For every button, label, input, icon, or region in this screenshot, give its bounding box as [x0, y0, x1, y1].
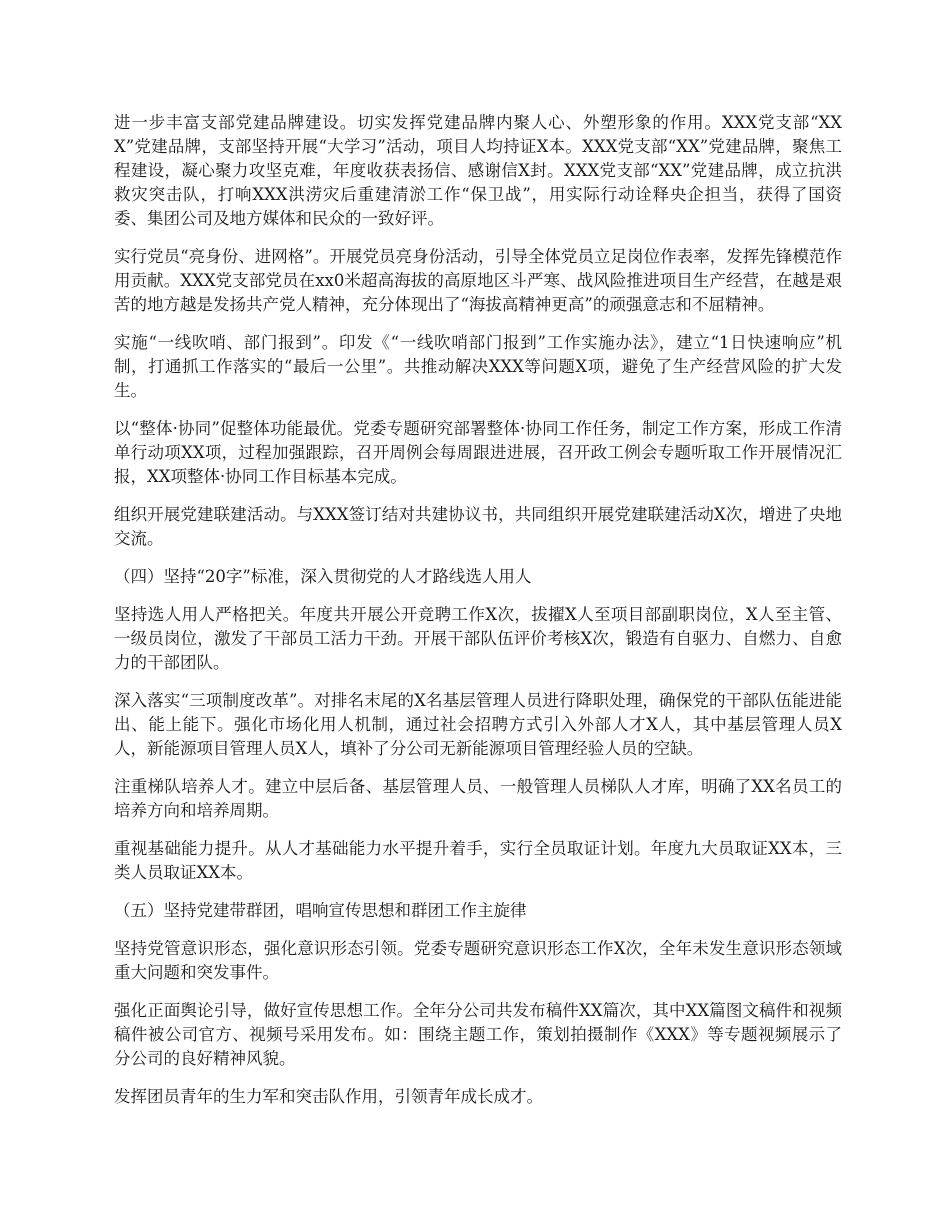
- paragraph-member-identity: 实行党员“亮身份、进网格”。开展党员亮身份活动，引导全体党员立足岗位作表率，发挥先锋模范作用贡献。XXX党支部党员在xx0米超高海拔的高原地区斗严寒、战风险推进项目生产经营，在越是艰苦的地方越是发扬共产党人精神，充分体现出了“海拔高精神更高”的顽强意志和不屈精神。: [114, 247, 842, 314]
- paragraph-strict-selection: 坚持选人用人严格把关。年度共开展公开竞聘工作X次，拔擢X人至项目部副职岗位，X人至主管、一级员岗位，激发了干部员工活力干劲。开展干部队伍评价考核X次，锻造有自驱力、自燃力、自愈力的干部团队。: [114, 605, 842, 672]
- paragraph-joint-building: 组织开展党建联建活动。与XXX签订结对共建协议书，共同组织开展党建联建活动X次，增进了央地交流。: [114, 505, 842, 548]
- paragraph-basic-ability: 重视基础能力提升。从人才基础能力水平提升着手，实行全员取证计划。年度九大员取证XX本，三类人员取证XX本。: [114, 839, 842, 882]
- section-heading-five: （五）坚持党建带群团，唱响宣传思想和群团工作主旋律: [114, 901, 527, 920]
- paragraph-ideology: 坚持党管意识形态，强化意识形态引领。党委专题研究意识形态工作X次，全年未发生意识形态领域重大问题和突发事件。: [114, 939, 842, 982]
- document-body: [114, 111, 842, 1123]
- paragraph-integration-coordination: 以“整体·协同”促整体功能最优。党委专题研究部署整体·协同工作任务，制定工作方案，形成工作清单行动项XX项，过程加强跟踪，召开周例会每周跟进进展，召开政工例会专题听取工作开展情况汇报，XX项整体·协同工作目标基本完成。: [114, 419, 842, 486]
- paragraph-system-reform: 深入落实“三项制度改革”。对排名末尾的X名基层管理人员进行降职处理，确保党的干部队伍能进能出、能上能下。强化市场化用人机制，通过社会招聘方式引入外部人才X人，其中基层管理人员X人，新能源项目管理人员X人，填补了分公司无新能源项目管理经验人员的空缺。: [114, 691, 842, 758]
- paragraph-public-opinion: 强化正面舆论引导，做好宣传思想工作。全年分公司共发布稿件XX篇次，其中XX篇图文稿件和视频稿件被公司官方、视频号采用发布。如：围绕主题工作，策划拍摄制作《XXX》等专题视频展示了分公司的良好精神风貌。: [114, 1001, 842, 1068]
- paragraph-party-brand: 进一步丰富支部党建品牌建设。切实发挥党建品牌内聚人心、外塑形象的作用。XXX党支部“XXX”党建品牌，支部坚持开展“大学习”活动，项目人均持证X本。XXX党支部“XX”党建品牌，聚焦工程建设，凝心聚力攻坚克难，年度收获表扬信、感谢信X封。XXX党支部“XX”党建品牌，成立抗洪救灾突击队，打响XXX洪涝灾后重建清淤工作“保卫战”，用实际行动诠释央企担当，获得了国资委、集团公司及地方媒体和民众的一致好评。: [114, 113, 842, 228]
- paragraph-talent-pipeline: 注重梯队培养人才。建立中层后备、基层管理人员、一般管理人员梯队人才库，明确了XX名员工的培养方向和培养周期。: [114, 777, 842, 820]
- section-heading-four: （四）坚持“20字”标准，深入贯彻党的人才路线选人用人: [114, 567, 532, 586]
- paragraph-whistle-report: 实施“一线吹哨、部门报到”。印发《“一线吹哨部门报到”工作实施办法》，建立“1日快速响应”机制，打通抓工作落实的“最后一公里”。共推动解决XXX等问题X项，避免了生产经营风险的扩大发生。: [114, 333, 842, 400]
- paragraph-youth: 发挥团员青年的生力军和突击队作用，引领青年成长成才。: [114, 1087, 543, 1106]
